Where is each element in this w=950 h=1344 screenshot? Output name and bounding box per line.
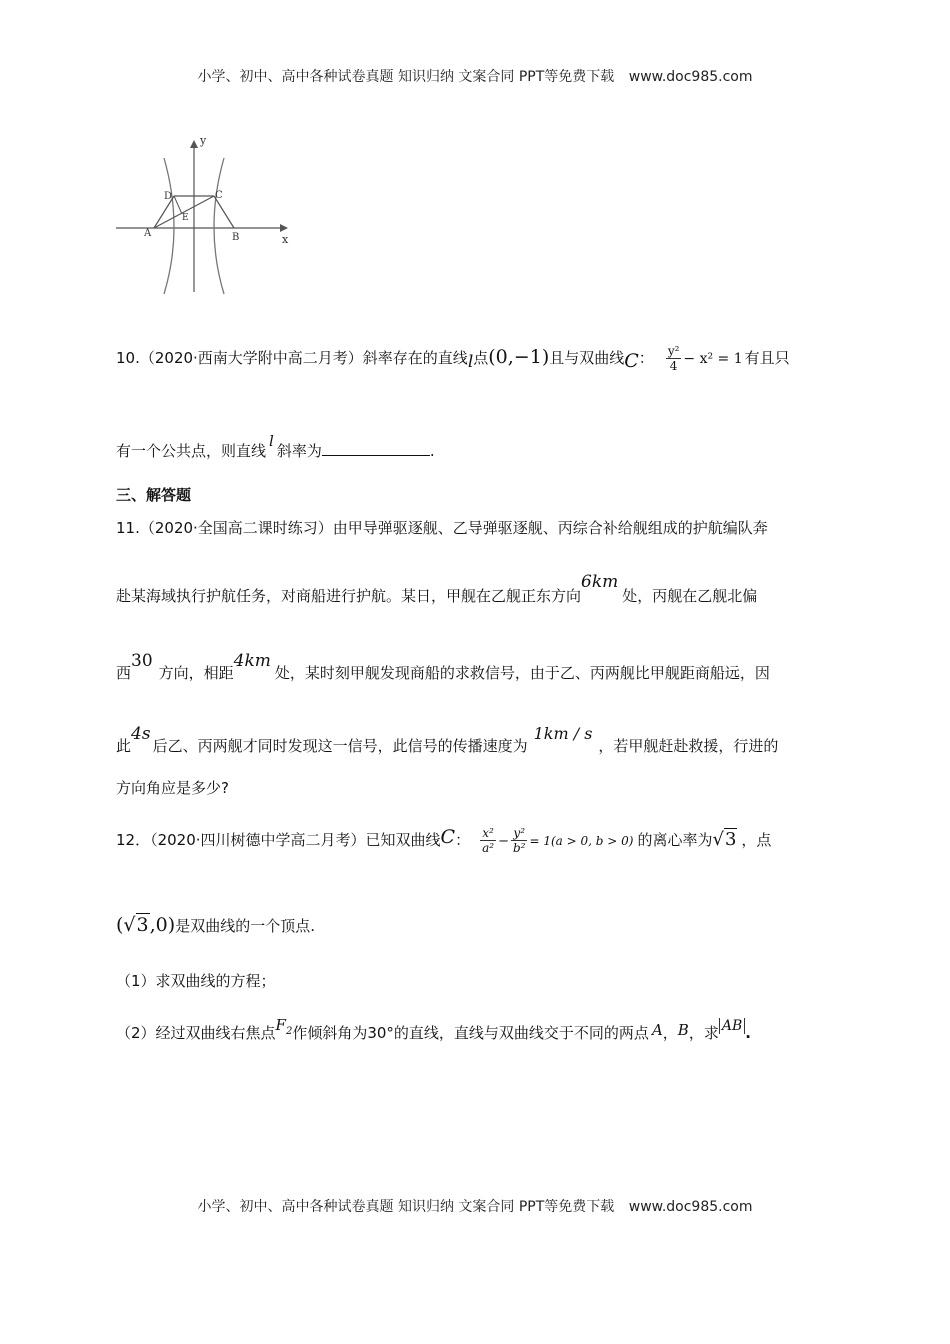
q11-line4: 此4s后乙、丙两舰才同时发现这一信号，此信号的传播速度为1km / s，若甲舰赶赴救援，行进的: [116, 724, 779, 755]
y-axis-arrow: [190, 140, 198, 148]
q10-fraction: $\frac{\text{y²}}{4}$: [667, 344, 680, 373]
q10-line2: 有一个公共点，则直线l斜率为 .: [116, 432, 435, 460]
q12-line2: (√3,0)是双曲线的一个顶点.: [116, 914, 315, 936]
label-A: A: [144, 228, 152, 239]
q11-line2: 赴某海域执行护航任务，对商船进行护航。某日，甲舰在乙舰正东方向6km处，丙舰在乙舰北偏: [116, 572, 758, 605]
q12-abs-AB: AB: [719, 1018, 745, 1034]
q12-sqrt3: √3: [712, 829, 737, 850]
section-title: 三、解答题: [116, 486, 192, 504]
label-y: y: [200, 134, 207, 147]
label-C: C: [215, 190, 223, 201]
page-header: [0, 66, 950, 86]
q12-part1: （1）求双曲线的方程；: [116, 972, 276, 990]
q10-line1: 10.（2020·西南大学附中高二月考）斜率存在的直线l点(0,−1)且与双曲线C： $\frac{\text{y²}}{4}$ − x² = 1 有且只: [116, 344, 790, 373]
footer-text: 小学、初中、高中各种试卷真题 知识归纳 文案合同 PPT等免费下载: [197, 1199, 615, 1215]
q12-F2: $F_2$: [275, 1016, 293, 1037]
q10-eq-rest: − x² = 1: [683, 351, 743, 367]
header-url: www.doc985.com: [628, 69, 753, 85]
segment-AC: [154, 196, 214, 228]
label-D: D: [164, 191, 173, 202]
hyperbola-left-branch: [164, 158, 174, 294]
q10-point: (0,−1): [488, 346, 550, 368]
footer-url: www.doc985.com: [628, 1199, 753, 1215]
q12-vertex-point: (√3,0): [116, 914, 176, 936]
hyperbola-figure: [112, 130, 302, 298]
q12-part2: （2）经过双曲线右焦点$F_2$作倾斜角为30°的直线，直线与双曲线交于不同的两点 A，B，求 AB .: [116, 1016, 751, 1042]
x-axis-arrow: [280, 224, 288, 232]
q12-frac-y: $\frac{\text{y²}}{\text{b²}}$: [512, 826, 526, 855]
q11-line5: 方向角应是多少?: [116, 779, 229, 797]
q12-line1: 12．（2020·四川树德中学高二月考）已知双曲线C： $\frac{\text{x²}}{\text{a²}}$ − $\frac{\text{y²}}{\text{b²}}$ = 1(a > 0, b > 0) 的离心率为√3 ，点: [116, 826, 772, 855]
hyperbola-right-branch: [214, 158, 224, 294]
header-text: 小学、初中、高中各种试卷真题 知识归纳 文案合同 PPT等免费下载: [197, 69, 615, 85]
q10-C: C: [624, 350, 639, 372]
q10-l: l: [467, 352, 474, 372]
q11-line3: 西30方向，相距4km处，某时刻甲舰发现商船的求救信号，由于乙、丙两舰比甲舰距商船远，因: [116, 651, 770, 682]
q10-line2-l: l: [269, 432, 274, 450]
label-E: E: [182, 213, 189, 223]
q11-line1: 11.（2020·全国高二课时练习）由甲导弹驱逐舰、乙导弹驱逐舰、丙综合补给舰组成的护航编队奔: [116, 519, 768, 537]
label-B: B: [232, 232, 240, 243]
label-x: x: [282, 233, 289, 246]
segment-DE: [174, 196, 182, 214]
q10-answer-blank[interactable]: [322, 441, 430, 456]
q12-frac-x: $\frac{\text{x²}}{\text{a²}}$: [482, 826, 495, 855]
page-footer: [0, 1196, 950, 1216]
